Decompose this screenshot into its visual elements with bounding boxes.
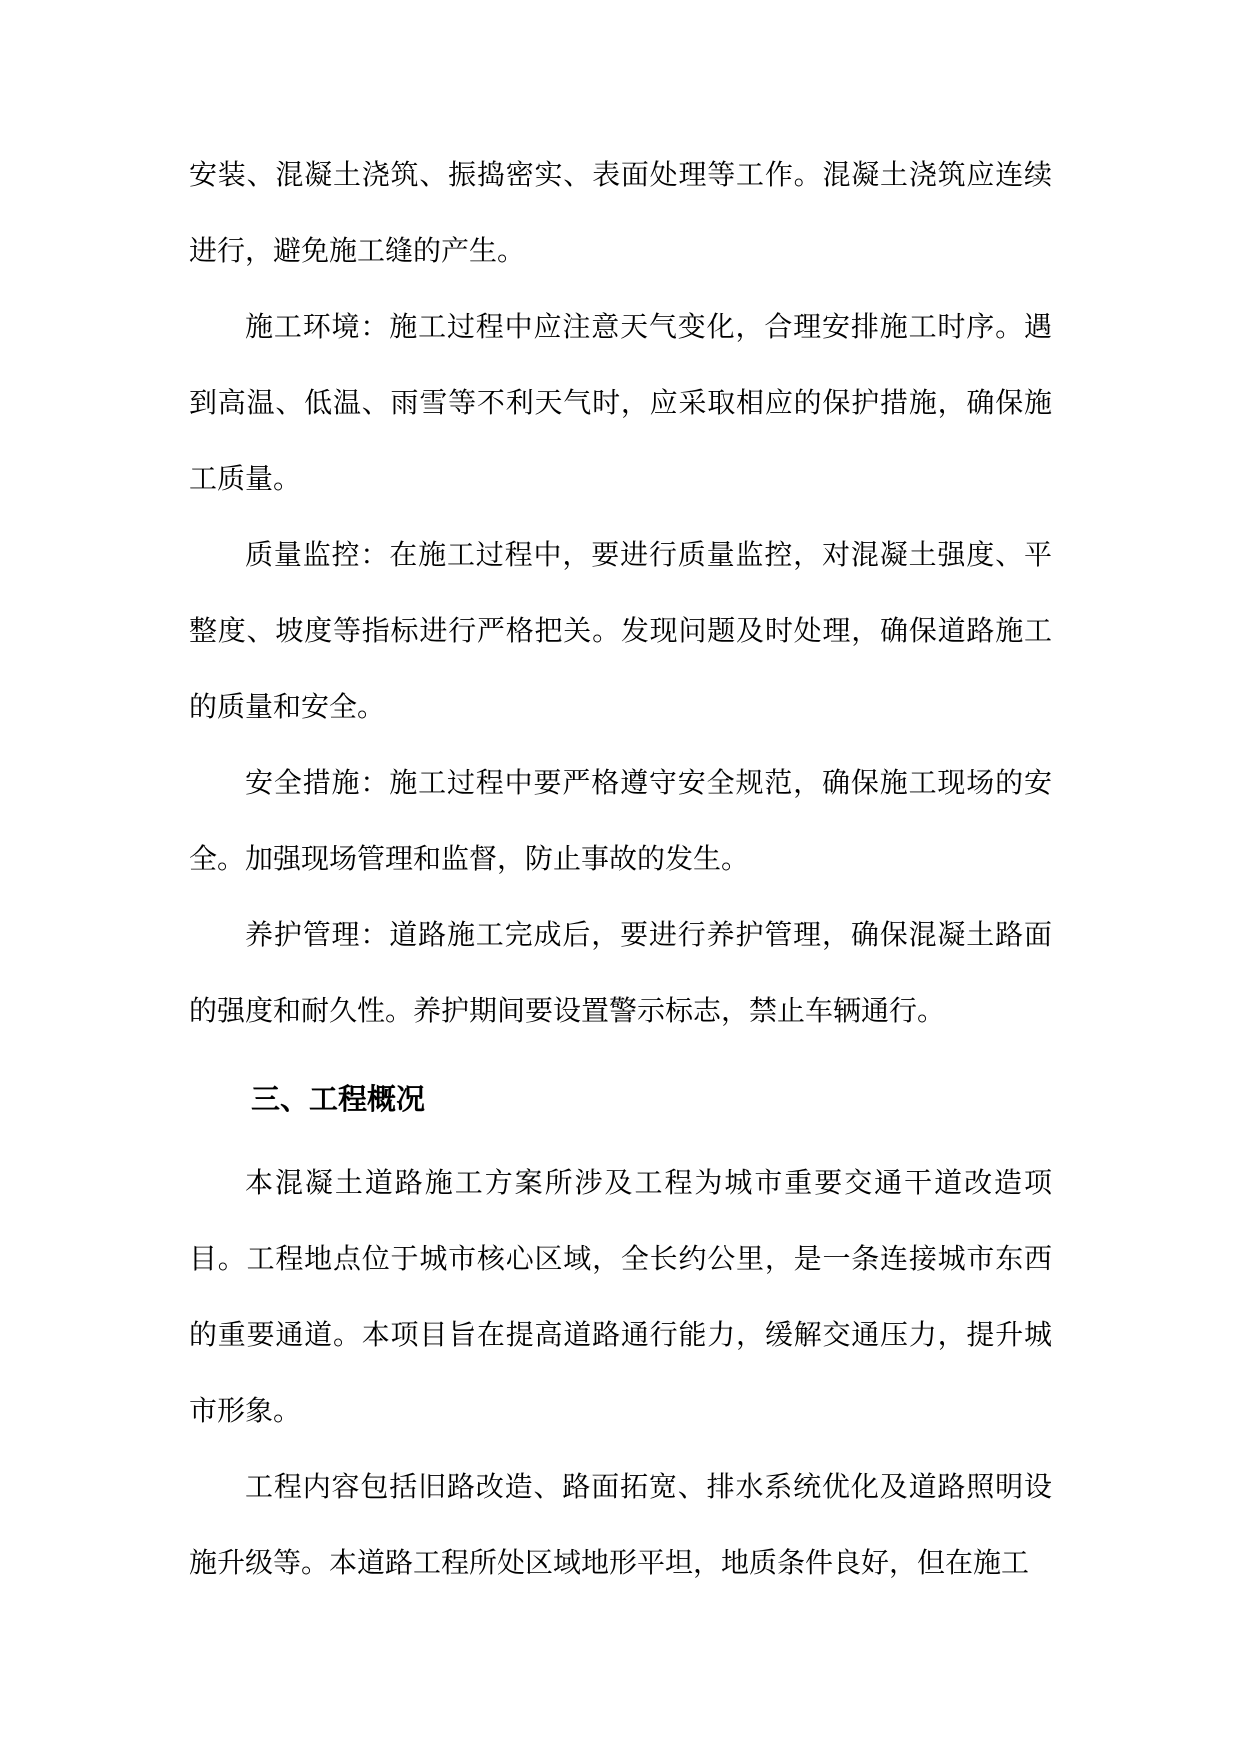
section-heading: 三、工程概况: [251, 1082, 426, 1116]
paragraph-safety-measures: 安全措施：施工过程中要严格遵守安全规范，确保施工现场的安全。加强现场管理和监督，防止事故的发生。: [189, 766, 1052, 875]
paragraph-continued: 安装、混凝土浇筑、振捣密实、表面处理等工作。混凝土浇筑应连续进行，避免施工缝的产生。: [189, 158, 1052, 267]
paragraph-quality-monitoring: 质量监控：在施工过程中，要进行质量监控，对混凝土强度、平整度、坡度等指标进行严格把关。发现问题及时处理，确保道路施工的质量和安全。: [189, 538, 1052, 723]
paragraph-curing-management: 养护管理：道路施工完成后，要进行养护管理，确保混凝土路面的强度和耐久性。养护期间要设置警示标志，禁止车辆通行。: [189, 918, 1052, 1027]
paragraph-construction-environment: 施工环境：施工过程中应注意天气变化，合理安排施工时序。遇到高温、低温、雨雪等不利天气时，应采取相应的保护措施，确保施工质量。: [189, 310, 1052, 495]
paragraph-project-scope: 工程内容包括旧路改造、路面拓宽、排水系统优化及道路照明设施升级等。本道路工程所处区域地形平坦，地质条件良好，但在施工: [189, 1470, 1052, 1579]
document-body: [189, 137, 1052, 1601]
paragraph-project-overview: 本混凝土道路施工方案所涉及工程为城市重要交通干道改造项目。工程地点位于城市核心区域，全长约公里，是一条连接城市东西的重要通道。本项目旨在提高道路通行能力，缓解交通压力，提升城市形象。: [189, 1166, 1052, 1427]
